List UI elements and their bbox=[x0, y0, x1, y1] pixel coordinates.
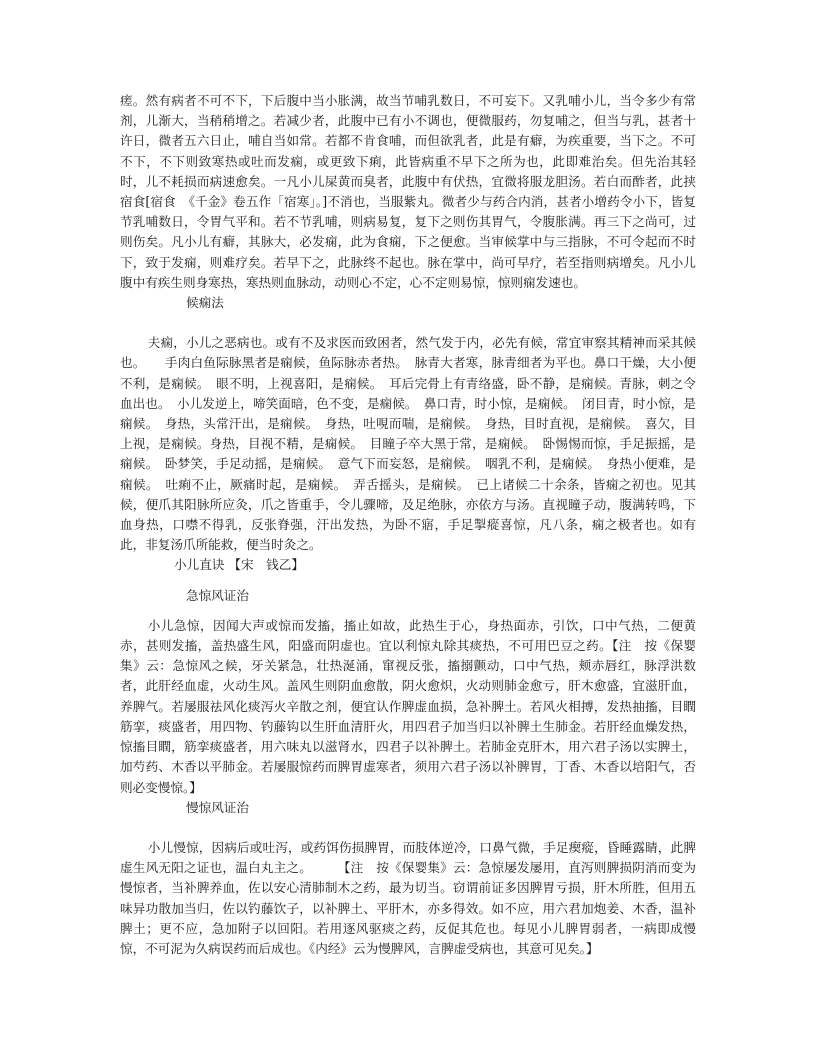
section-heading-acute-convulsion: 急惊风证治 bbox=[186, 587, 249, 603]
book-heading: 小儿直诀 【宋 钱乙】 bbox=[174, 557, 304, 573]
paragraph-4: 小儿慢惊，因病后或吐泻，或药饵伤损脾胃，而肢体逆冷，口鼻气微，手足瘈瘲，昏睡露睛，此脾虚生风无阳之证也，温白丸主之。 【注 按《保婴集》云：急惊屡发屡用，直泻则脾损阴消而变为慢惊者，当补脾养血，佐以安心清肺制木之药，最为切当。窃谓前证多因脾胃亏损，肝木所胜，但用五味异功散加当归，佐以钓藤饮子，以补脾土、平肝木，亦多得效。如不应，用六君加炮姜、木香，温补脾土；更不应，急加附子以回阳。若用逐风驱痰之药，反促其危也。每见小儿脾胃弱者，一病即成慢惊，不可泥为久病误药而后成也。《内经》云为慢脾风，言脾虚受病也，其意可见矣。】 bbox=[120, 839, 696, 956]
section-heading-chronic-convulsion: 慢惊风证治 bbox=[186, 799, 249, 815]
paragraph-3: 小儿急惊，因闻大声或惊而发搐，搐止如故，此热生于心，身热面赤，引饮，口中气热，二便黄赤，甚则发搐，盖热盛生风，阳盛而阴虚也。宜以利惊丸除其痰热，不可用巴豆之药。【注 按《保婴集》云：急惊风之候，牙关紧急，壮热涎涌，窜视反张，搐搦颤动，口中气热，颊赤唇红，脉浮洪数者，此肝经血虚，火动生风。盖风生则阴血愈散，阴火愈炽，火动则肺金愈亏，肝木愈盛，宜滋肝血，养脾气。若屡服祛风化痰泻火辛散之剂，便宜认作脾虚血损，急补脾土。若风火相搏，发热抽搐，目瞤筋挛，痰盛者，用四物、钓藤钩以生肝血清肝火，用四君子加当归以补脾土生肺金。若肝经血燥发热，惊搐目瞤，筋挛痰盛者，用六味丸以滋肾水，四君子以补脾土。若肺金克肝木，用六君子汤以实脾土，加芍药、木香以平肺金。若屡服惊药而脾胃虚寒者，须用六君子汤以补脾胃，丁香、木香以培阳气，否则必变慢惊。】 bbox=[120, 617, 696, 795]
paragraph-1: 瘥。然有病者不可不下，下后腹中当小胀满，故当节哺乳数日，不可妄下。又乳哺小儿，当令多少有常剂，儿渐大，当稍稍增之。若减少者，此腹中已有小不调也，便微服药，勿复哺之，但当与乳，甚者十许日，微者五六日止，哺自当如常。若都不肯食哺，而但欲乳者，此是有癖，为疾重要，当下之。不可不下，不下则致寒热或吐而发痫，或更致下痢，此皆病重不早下之所为也，此即难治矣。但先治其轻时，儿不耗损而病速愈矣。一凡小儿屎黄而臭者，此腹中有伏热，宜微将服龙胆汤。若白而酢者，此挟宿食[宿食 《千金》卷五作「宿寒」。]不消也，当服紫丸。微者少与药合内消，甚者小增药令小下，皆复节乳哺数日，令胃气平和。若不节乳哺，则病易复，复下之则伤其胃气，令腹胀满。再三下之尚可，过则伤矣。凡小儿有癖，其脉大，必发痫，此为食痫，下之便愈。当审候掌中与三指脉，不可令起而不时下，致于发痫，则难疗矣。若早下之，此脉终不起也。脉在掌中，尚可早疗，若至指则病增矣。凡小儿腹中有疾生则身寒热，寒热则血脉动，动则心不定，心不定则易惊，惊则痫发速也。 bbox=[120, 93, 696, 290]
paragraph-2: 夫痫，小儿之恶病也。或有不及求医而致困者，然气发于内，必先有候，常宜审察其精神而采其候也。 手肉白鱼际脉黑者是痫候，鱼际脉赤者热。 脉青大者寒，脉青细者为平也。鼻口干燥，大小便不利，是痫候。 眼不明，上视喜阳，是痫候。 耳后完骨上有青络盛，卧不静，是痫候。青脉，刺之令血出也。 小儿发逆上，啼笑面暗，色不变，是痫候。 鼻口青，时小惊，是痫候。 闭目青，时小惊，是痫候。 身热，头常汗出，是痫候。 身热，吐哯而喘，是痫候。 身热，目时直视，是痫候。 喜欠，目上视，是痫候。身热，目视不精，是痫候。 目瞳子卒大黑于常，是痫候。 卧惕惕而惊，手足振摇，是痫候。 卧梦笑，手足动摇，是痫候。 意气下而妄怒，是痫候。 咽乳不利，是痫候。 身热小便难，是痫候。 吐痢不止，厥痛时起，是痫候。 弄舌摇头，是痫候。 已上诸候二十余条，皆痫之初也。见其候，便爪其阳脉所应灸，爪之皆重手，令儿骤啼，及足绝脉，亦依方与汤。直视瞳子动，腹满转鸣，下血身热，口噤不得乳，反张脊强，汗出发热，为卧不寤，手足掣瘲喜惊，凡八条，痫之极者也。如有此，非复汤爪所能救，便当时灸之。 bbox=[120, 335, 696, 553]
document-body bbox=[120, 91, 696, 959]
section-heading-epilepsy-signs: 候痫法 bbox=[186, 295, 224, 311]
